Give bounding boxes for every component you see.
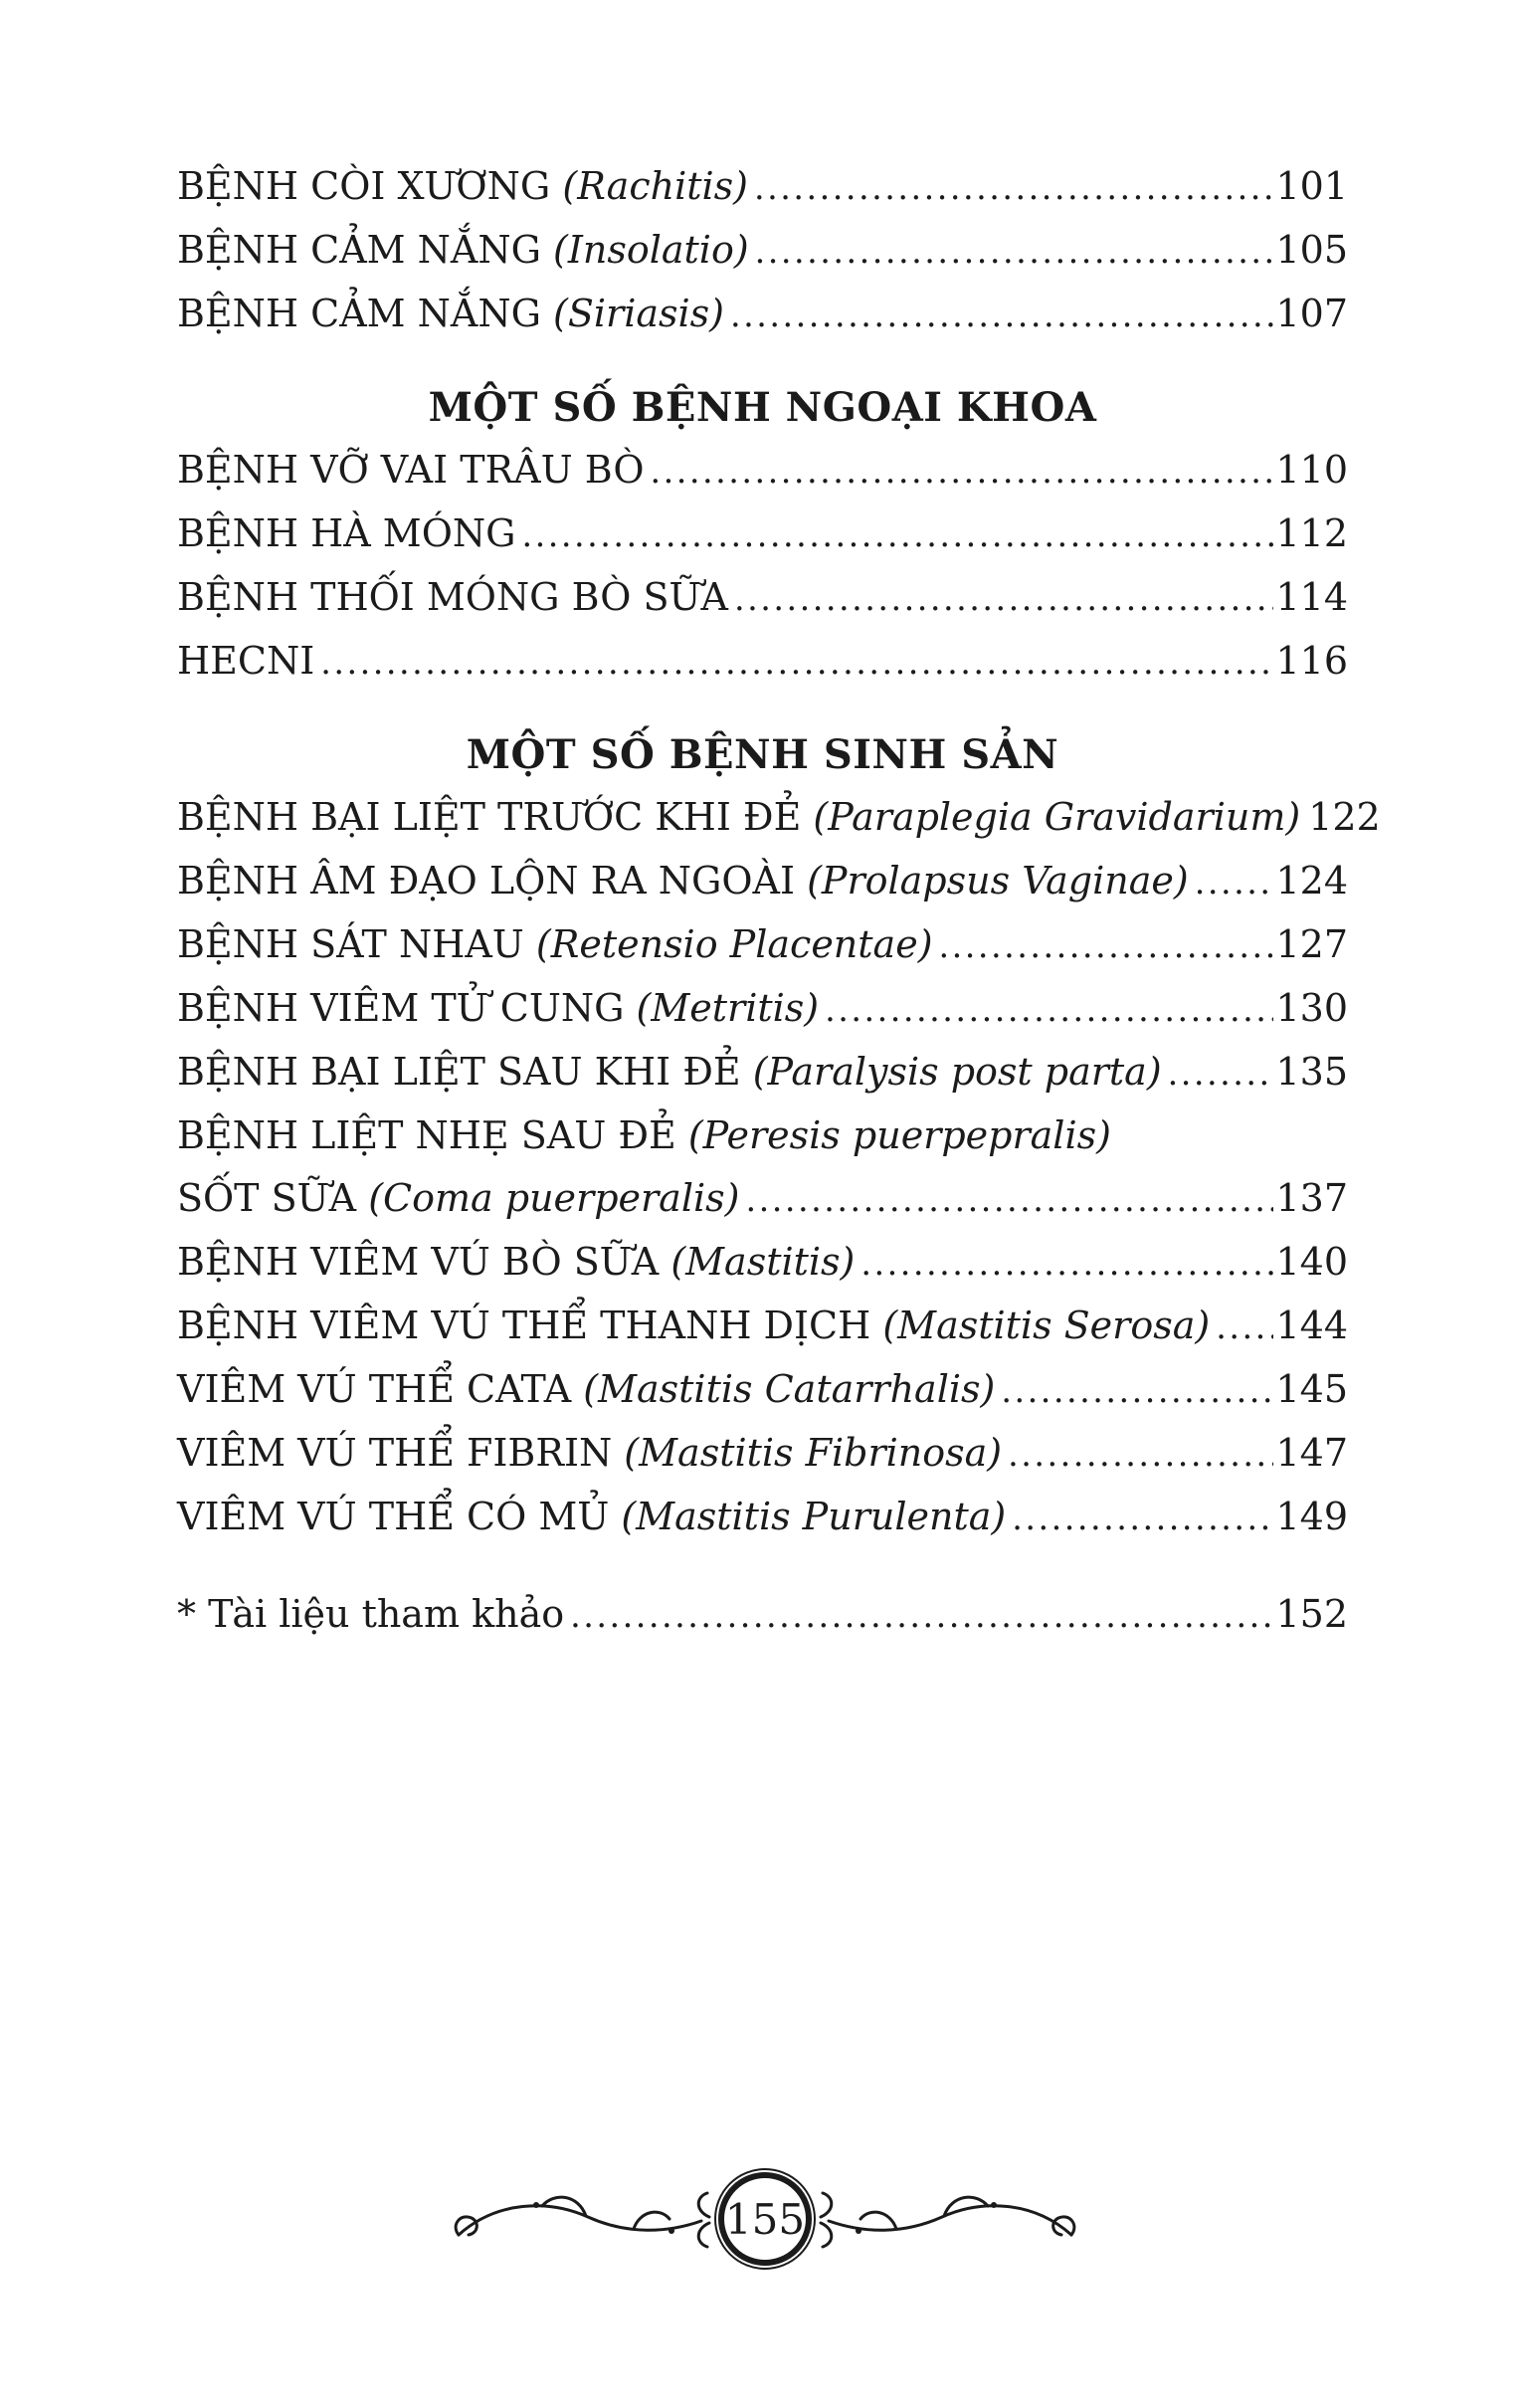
entry-title-text: SỐT SỮA <box>177 1176 357 1220</box>
entry-page-number: 145 <box>1275 1367 1348 1411</box>
dot-leader <box>1195 850 1274 913</box>
dot-leader <box>1012 1486 1273 1549</box>
entry-title <box>177 913 933 976</box>
toc-entry <box>177 850 1348 913</box>
toc-section <box>177 723 1381 1549</box>
medallion-curl-left-bottom-icon <box>698 2223 709 2247</box>
toc-entry <box>177 1167 1348 1231</box>
entry-title-text: BỆNH LIỆT NHẸ SAU ĐẺ <box>177 1113 676 1157</box>
entry-title-text: BỆNH HÀ MÓNG <box>177 511 516 555</box>
page-number: 155 <box>724 2195 805 2244</box>
entry-title <box>177 155 748 218</box>
toc <box>177 155 1381 1549</box>
entry-page-number: 110 <box>1275 448 1348 492</box>
dot-leader <box>651 439 1274 502</box>
entry-latin-name: (Prolapsus Vaginae) <box>794 859 1189 903</box>
entry-page-number: 147 <box>1275 1431 1348 1475</box>
toc-entry <box>177 1583 1348 1647</box>
entry-page-number: 149 <box>1275 1495 1348 1538</box>
page-footer <box>0 2139 1529 2299</box>
entry-title-text: VIÊM VÚ THỂ CATA <box>177 1367 572 1411</box>
entry-title <box>177 1583 564 1646</box>
table-of-contents <box>177 155 1381 1647</box>
toc-entry <box>177 786 1381 850</box>
entry-latin-name: (Siriasis) <box>540 292 724 335</box>
entry-page-number: 137 <box>1275 1176 1348 1220</box>
entry-page-number: 116 <box>1275 639 1348 683</box>
entry-title-text: BỆNH VIÊM VÚ BÒ SỮA <box>177 1240 660 1284</box>
entry-latin-name: (Mastitis) <box>659 1240 856 1284</box>
section-entries <box>177 786 1381 1549</box>
dot-leader <box>745 1167 1273 1231</box>
entry-page-number: 124 <box>1275 859 1348 903</box>
entry-title-text: BỆNH VIÊM VÚ THỂ THANH DỊCH <box>177 1304 871 1347</box>
dot-leader <box>825 977 1273 1041</box>
entry-title-text: BỆNH VỠ VAI TRÂU BÒ <box>177 448 645 492</box>
footer-flourish-icon <box>437 2139 1093 2299</box>
entry-latin-name: (Mastitis Serosa) <box>870 1304 1211 1347</box>
flourish-left-icon <box>456 2197 701 2235</box>
entry-title-text: BỆNH CẢM NẮNG <box>177 292 541 335</box>
entry-title <box>177 1104 1111 1167</box>
toc-entry <box>177 630 1348 694</box>
entry-title-text: VIÊM VÚ THỂ CÓ MỦ <box>177 1495 610 1538</box>
entry-title-text: BỆNH SÁT NHAU <box>177 922 524 966</box>
section-header: MỘT SỐ BỆNH NGOẠI KHOA <box>428 384 1097 431</box>
dot-leader <box>730 283 1273 346</box>
dot-leader <box>754 155 1273 219</box>
entry-title <box>177 1231 855 1294</box>
dot-leader <box>320 630 1273 694</box>
dot-leader <box>939 913 1274 977</box>
entry-title <box>177 283 724 345</box>
entry-title <box>177 786 1300 849</box>
entry-latin-name: (Rachitis) <box>550 164 748 208</box>
toc-entry <box>177 1422 1348 1486</box>
entry-title <box>177 1295 1210 1357</box>
entry-title <box>177 977 819 1040</box>
entry-latin-name: (Mastitis Fibrinosa) <box>612 1431 1003 1475</box>
dot-leader <box>860 1231 1273 1295</box>
toc-entry <box>177 1104 1348 1167</box>
toc-entry <box>177 1358 1348 1422</box>
entry-latin-name: (Mastitis Purulenta) <box>609 1495 1007 1538</box>
section-entries <box>177 439 1348 694</box>
entry-latin-name: (Metritis) <box>624 986 820 1030</box>
entry-title <box>177 439 645 502</box>
toc-entry <box>177 283 1348 346</box>
dot-leader <box>521 502 1273 566</box>
toc-entry <box>177 1041 1348 1104</box>
entry-latin-name: (Retensio Placentae) <box>523 922 933 966</box>
toc-entry <box>177 219 1348 283</box>
entry-title-text: VIÊM VÚ THỂ FIBRIN <box>177 1431 613 1475</box>
dot-leader <box>1168 1041 1274 1104</box>
medallion-curl-left-top-icon <box>698 2193 709 2217</box>
toc-entry <box>177 1295 1348 1358</box>
medallion-curl-right-bottom-icon <box>821 2223 832 2247</box>
entry-page-number: 101 <box>1275 164 1348 208</box>
toc-entry <box>177 155 1348 219</box>
entry-title-text: BỆNH BẠI LIỆT TRƯỚC KHI ĐẺ <box>177 795 802 839</box>
entry-title-text: BỆNH ÂM ĐẠO LỘN RA NGOÀI <box>177 859 795 903</box>
dot-leader <box>1008 1422 1273 1486</box>
entry-page-number: 112 <box>1275 511 1348 555</box>
entry-title-text: BỆNH VIÊM TỬ CUNG <box>177 986 625 1030</box>
toc-entry <box>177 977 1348 1041</box>
entry-page-number: 114 <box>1275 575 1348 619</box>
entry-page-number: 140 <box>1275 1240 1348 1284</box>
entry-page-number: 135 <box>1275 1050 1348 1094</box>
entry-title <box>177 850 1189 912</box>
entry-title <box>177 630 314 693</box>
toc-entry <box>177 1231 1348 1295</box>
entry-title <box>177 219 749 282</box>
entry-title <box>177 502 515 565</box>
toc-entry <box>177 913 1348 977</box>
entry-latin-name: (Coma puerperalis) <box>356 1176 740 1220</box>
toc-entry <box>177 439 1348 502</box>
entry-page-number: 127 <box>1275 922 1348 966</box>
entry-page-number: 107 <box>1275 292 1348 335</box>
entry-page-number: 105 <box>1275 228 1348 272</box>
entry-page-number: 122 <box>1308 795 1381 839</box>
entry-title <box>177 1486 1006 1548</box>
entry-title-text: HECNI <box>177 639 315 683</box>
entry-page-number: 130 <box>1275 986 1348 1030</box>
entry-title <box>177 1358 995 1421</box>
entry-title-text: BỆNH CÒI XƯƠNG <box>177 164 551 208</box>
dot-leader <box>734 566 1274 630</box>
entry-page-number: 152 <box>1275 1592 1348 1636</box>
section-entries <box>177 155 1348 346</box>
flourish-right-icon <box>829 2197 1074 2235</box>
entry-title-text: BỆNH BẠI LIỆT SAU KHI ĐẺ <box>177 1050 741 1094</box>
entry-latin-name: (Insolatio) <box>540 228 749 272</box>
dot-leader <box>755 219 1274 283</box>
dot-leader <box>570 1583 1273 1647</box>
entry-latin-name: (Paraplegia Gravidarium) <box>801 795 1301 839</box>
entry-title <box>177 566 728 629</box>
toc-entry <box>177 566 1348 630</box>
entry-page-number: 144 <box>1275 1304 1348 1347</box>
reference-row <box>177 1583 1348 1647</box>
entry-title <box>177 1041 1162 1104</box>
toc-entry <box>177 502 1348 566</box>
toc-entry <box>177 1486 1348 1549</box>
entry-title-text: BỆNH THỐI MÓNG BÒ SỮA <box>177 575 728 619</box>
entry-latin-name: (Paralysis post parta) <box>740 1050 1162 1094</box>
entry-title <box>177 1422 1002 1485</box>
medallion-curl-right-top-icon <box>821 2193 832 2217</box>
entry-title <box>177 1167 739 1230</box>
entry-latin-name: (Peresis puerpepralis) <box>675 1113 1111 1157</box>
toc-section <box>177 376 1348 694</box>
toc-section <box>177 155 1348 346</box>
dot-leader <box>1216 1295 1273 1358</box>
entry-latin-name: (Mastitis Catarrhalis) <box>571 1367 996 1411</box>
entry-title-text: BỆNH CẢM NẮNG <box>177 228 541 272</box>
entry-title-text: * Tài liệu tham khảo <box>177 1592 565 1636</box>
dot-leader <box>1001 1358 1273 1422</box>
section-header: MỘT SỐ BỆNH SINH SẢN <box>466 731 1059 778</box>
